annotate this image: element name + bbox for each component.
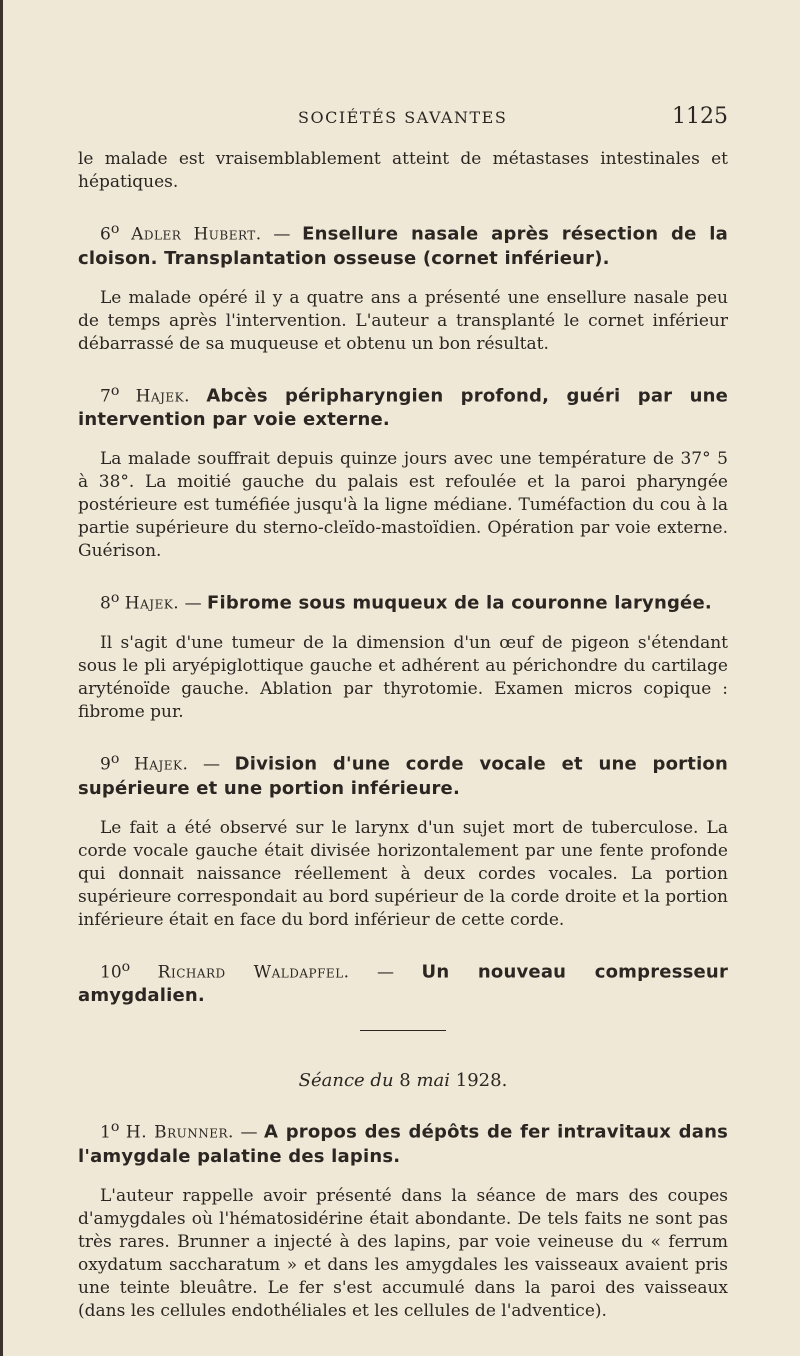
entry-title: Ensellure nasale après résection de la cloison. Transplantation osseuse (cornet inférieur). (78, 223, 728, 269)
session-month: mai (416, 1070, 451, 1092)
entry-heading (78, 218, 728, 271)
page-body (78, 148, 728, 1323)
page-number: 1125 (672, 104, 728, 129)
entry-dash: — (349, 962, 422, 983)
entry-title: Abcès péripharyngien profond, guéri par une intervention par voie externe. (78, 385, 729, 431)
entry-author: Adler Hubert. (131, 224, 262, 245)
ordinal-mark: o (110, 221, 120, 237)
entry-title: Fibrome sous muqueux de la couronne laryngée. (207, 592, 712, 614)
entry-body: Le malade opéré il y a quatre ans a présenté une ensellure nasale peu de temps après l'intervention. L'auteur a transplanté le cornet inférieur débarrassé de sa muqueuse et obtenu un bon résultat. (78, 287, 728, 354)
entry-dash: — (261, 224, 303, 245)
lead-paragraph: le malade est vraisemblablement atteint de métastases intestinales et hépatiques. (78, 149, 728, 192)
running-title: SOCIÉTÉS SAVANTES (298, 108, 508, 127)
entry-body: Le fait a été observé sur le larynx d'un sujet mort de tuberculose. La corde vocale gauche était divisée horizontalement par une fente profonde qui donnait naissance réellement à deux cordes vocales. La portion supérieure correspondait au bord supérieur de la corde droite et la portion inférieure était en face du bord inférieur de cette corde. (78, 817, 728, 930)
session-day: 8 (399, 1070, 411, 1092)
entry-heading (78, 956, 728, 1009)
entry-heading (78, 748, 728, 801)
entry-dash: — (233, 1122, 264, 1143)
entry-number: 6 (100, 224, 111, 245)
ordinal-mark: o (110, 590, 120, 607)
ordinal-mark: o (121, 958, 131, 975)
entry-heading (78, 1116, 728, 1169)
ordinal-mark: o (110, 750, 120, 767)
entry-author: Hajek. (135, 386, 191, 407)
ordinal-mark: o (110, 382, 120, 399)
entry-author: Richard Waldapfel. (157, 962, 350, 983)
entry-title: Un nouveau compresseur amygdalien. (78, 961, 729, 1007)
entry-number: 9 (100, 754, 111, 775)
session-date (78, 1069, 728, 1092)
entry-heading (78, 380, 728, 433)
entry-dash: — (188, 754, 235, 775)
entry-number: 1 (100, 1122, 111, 1143)
ordinal-mark: o (110, 1119, 120, 1136)
entry-body: Il s'agit d'une tumeur de la dimension d'un œuf de pigeon s'étendant sous le pli aryépiglottique gauche et adhérent au périchondre du cartilage aryténoïde gauche. Ablation par thyrotomie. Examen micros copique : fibrome pur. (78, 632, 728, 722)
entry-author: Hajek. (124, 593, 180, 614)
entry-title: Division d'une corde vocale et une portion supérieure et une portion inférieure. (78, 753, 729, 799)
entry-number: 7 (100, 386, 111, 407)
session-year: 1928. (455, 1070, 508, 1092)
entry-body: La malade souffrait depuis quinze jours avec une température de 37° 5 à 38°. La moitié gauche du palais est refoulée et la paroi pharyngée postérieure est tuméfiée jusqu'à la ligne médiane. Tuméfaction du cou à la partie supérieure du sterno-cleïdo-mastoïdien. Opération par voie externe. Guérison. (78, 449, 728, 562)
session-prefix: Séance du (298, 1070, 394, 1092)
entry-number: 10 (100, 962, 122, 983)
entry-author: Hajek. (133, 754, 189, 775)
entry-dash: — (179, 593, 208, 614)
page-edge (0, 0, 3, 1356)
section-divider (360, 1030, 446, 1031)
entry-title: A propos des dépôts de fer intravitaux dans l'amygdale palatine des lapins. (78, 1121, 728, 1167)
entry-heading (78, 587, 728, 616)
entry-author: H. Brunner. (125, 1122, 234, 1143)
page-header (78, 104, 728, 134)
entry-number: 8 (100, 593, 111, 614)
entry-body: L'auteur rappelle avoir présenté dans la séance de mars des coupes d'amygdales où l'hématosidérine était abondante. De tels faits ne sont pas très rares. Brunner a injecté à des lapins, par voie veineuse du « ferrum oxydatum saccharatum » et dans les amygdales les vaisseaux avaient pris une teinte bleuâtre. Le fer s'est accumulé dans la paroi des vaisseaux (dans les cellules endothéliales et les cellules de l'adventice). (78, 1185, 728, 1321)
